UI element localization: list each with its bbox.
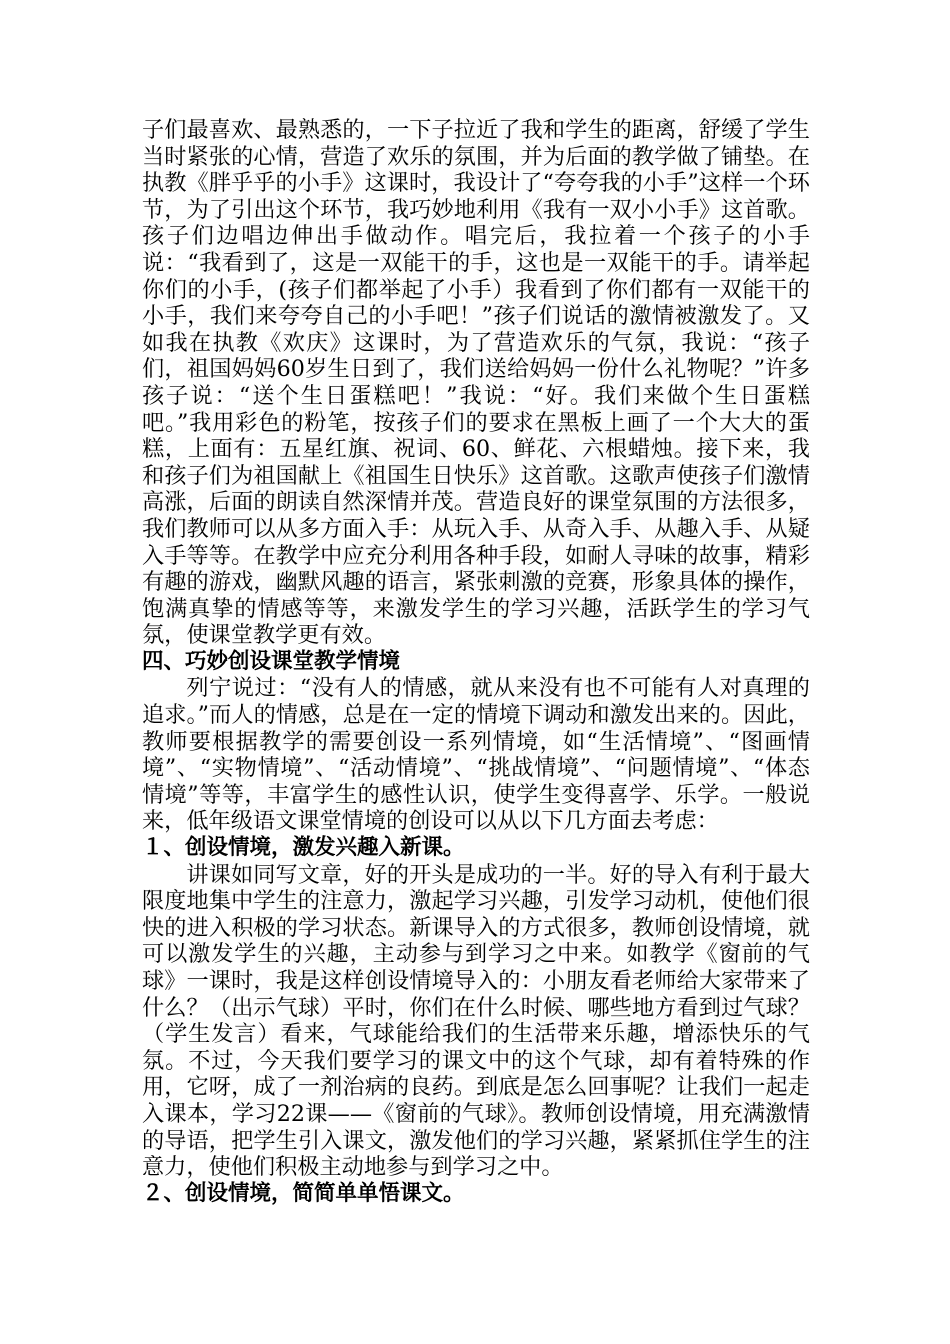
subsection-heading: １、创设情境，激发兴趣入新课。 — [142, 835, 465, 861]
body-paragraph: 列宁说过：“没有人的情感，就从来没有也不可能有人对真理的追求。”而人的情感，总是在一定的情境下调动和激发出来的。因此，教师要根据教学的需要创设一系列情境，如“生活情境”、“图画情境”、“实物情境”、“活动情境”、“挑战情境”、“问题情境”、“体态情境”等等，丰富学生的感性认识，使学生变得喜学、乐学。一般说来，低年级语文课堂情境的创设可以从以下几方面去考虑： — [142, 675, 810, 835]
document-page — [142, 117, 810, 1207]
body-paragraph: 讲课如同写文章，好的开头是成功的一半。好的导入有利于最大限度地集中学生的注意力，激起学习兴趣，引发学习动机，使他们很快的进入积极的学习状态。新课导入的方式很多，教师创设情境，就可以激发学生的兴趣，主动参与到学习之中来。如教学《窗前的气球》一课时，我是这样创设情境导入的：小朋友看老师给大家带来了什么？（出示气球）平时，你们在什么时候、哪些地方看到过气球？（学生发言）看来，气球能给我们的生活带来乐趣，增添快乐的气氛。不过，今天我们要学习的课文中的这个气球，却有着特殊的作用，它呀，成了一剂治病的良药。到底是怎么回事呢？让我们一起走入课本，学习22课——《窗前的气球》。教师创设情境，用充满激情的导语，把学生引入课文，激发他们的学习兴趣，紧紧抓住学生的注意力，使他们积极主动地参与到学习之中。 — [142, 861, 810, 1181]
body-paragraph: 子们最喜欢、最熟悉的，一下子拉近了我和学生的距离，舒缓了学生当时紧张的心情，营造了欢乐的氛围，并为后面的教学做了铺垫。在执教《胖乎乎的小手》这课时，我设计了“夸夸我的小手”这样一个环节，为了引出这个环节，我巧妙地利用《我有一双小小手》这首歌。孩子们边唱边伸出手做动作。唱完后，我拉着一个孩子的小手说：“我看到了，这是一双能干的手，这也是一双能干的手。请举起你们的小手，(孩子们都举起了小手）我看到了你们都有一双能干的小手，我们来夸夸自己的小手吧！”孩子们说话的激情被激发了。又如我在执教《欢庆》这课时，为了营造欢乐的气氛，我说：“孩子们，祖国妈妈60岁生日到了，我们送给妈妈一份什么礼物呢？”许多孩子说：“送个生日蛋糕吧！”我说：“好。我们来做个生日蛋糕吧。”我用彩色的粉笔，按孩子们的要求在黑板上画了一个大大的蛋糕，上面有：五星红旗、祝词、60、鲜花、六根蜡烛。接下来，我和孩子们为祖国献上《祖国生日快乐》这首歌。这歌声使孩子们激情高涨，后面的朗读自然深情并茂。营造良好的课堂氛围的方法很多，我们教师可以从多方面入手：从玩入手、从奇入手、从趣入手、从疑入手等等。在教学中应充分利用各种手段，如耐人寻味的故事，精彩有趣的游戏，幽默风趣的语言，紧张刺激的竞赛，形象具体的操作，饱满真挚的情感等等，来激发学生的学习兴趣，活跃学生的学习气氛，使课堂教学更有效。 — [142, 117, 810, 649]
section-heading: 四、巧妙创设课堂教学情境 — [142, 648, 401, 674]
subsection-heading: ２、创设情境，简简单单悟课文。 — [142, 1180, 465, 1206]
